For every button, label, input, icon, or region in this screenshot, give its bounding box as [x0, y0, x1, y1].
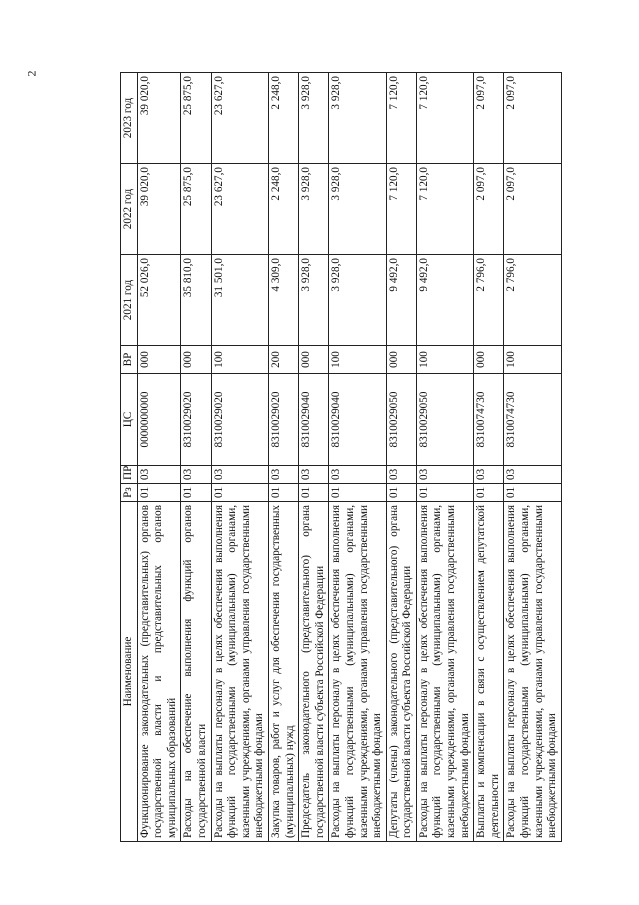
cell-vr: 000	[137, 346, 181, 374]
cell-rz: 01	[137, 484, 181, 502]
cell-2021: 9 492,0	[386, 255, 416, 346]
rotated-page-content	[120, 72, 560, 842]
page-number: 2	[24, 70, 39, 77]
cell-pr: 03	[299, 466, 329, 484]
cell-vr: 000	[474, 346, 504, 374]
cell-2021: 9 492,0	[416, 255, 473, 346]
cell-2023: 7 120,0	[386, 73, 416, 164]
header-2021: 2021 год	[121, 255, 138, 346]
cell-vr: 100	[504, 346, 561, 374]
cell-pr: 03	[386, 466, 416, 484]
cell-name: Расходы на обеспечение выполнения функций органов государственной власти	[181, 502, 211, 842]
cell-cs: 8310029040	[299, 374, 329, 466]
cell-2021: 2 796,0	[474, 255, 504, 346]
header-rz: Рз	[121, 484, 138, 502]
cell-2021: 35 810,0	[181, 255, 211, 346]
cell-2023: 3 928,0	[329, 73, 386, 164]
cell-2021: 52 026,0	[137, 255, 181, 346]
cell-pr: 03	[211, 466, 268, 484]
header-name: Наименование	[121, 502, 138, 842]
cell-name: Расходы на выплаты персоналу в целях обеспечения выполнения функций государственными (муниципальными) органами, казенными учреждениями, органами управления государственными внебюджетными фондами	[329, 502, 386, 842]
cell-vr: 200	[268, 346, 298, 374]
cell-2023: 2 097,0	[474, 73, 504, 164]
cell-rz: 01	[329, 484, 386, 502]
cell-cs: 8310029020	[268, 374, 298, 466]
header-vr: ВР	[121, 346, 138, 374]
cell-2022: 2 248,0	[268, 164, 298, 255]
cell-2022: 25 875,0	[181, 164, 211, 255]
cell-pr: 03	[137, 466, 181, 484]
cell-2023: 25 875,0	[181, 73, 211, 164]
cell-name: Функционирование законодательных (представительных) органов государственной власти и представительных органов муниципальных образований	[137, 502, 181, 842]
cell-2021: 3 928,0	[329, 255, 386, 346]
cell-name: Выплаты и компенсации в связи с осуществлением депутатской деятельности	[474, 502, 504, 842]
table-row	[416, 73, 473, 842]
cell-2023: 23 627,0	[211, 73, 268, 164]
table-row	[181, 73, 211, 842]
cell-vr: 100	[329, 346, 386, 374]
cell-rz: 01	[299, 484, 329, 502]
cell-name: Расходы на выплаты персоналу в целях обеспечения выполнения функций государственными (муниципальными) органами, казенными учреждениями, органами управления государственными внебюджетными фондами	[211, 502, 268, 842]
cell-2021: 4 309,0	[268, 255, 298, 346]
cell-name: Расходы на выплаты персоналу в целях обеспечения выполнения функций государственными (муниципальными) органами, казенными учреждениями, органами управления государственными внебюджетными фондами	[416, 502, 473, 842]
cell-2021: 3 928,0	[299, 255, 329, 346]
cell-cs: 8310029040	[329, 374, 386, 466]
cell-name: Депутаты (члены) законодательного (представительного) органа государственной власти субъекта Российской Федерации	[386, 502, 416, 842]
cell-2022: 3 928,0	[299, 164, 329, 255]
cell-2022: 2 097,0	[504, 164, 561, 255]
cell-name: Закупка товаров, работ и услуг для обеспечения государственных (муниципальных) нужд	[268, 502, 298, 842]
cell-vr: 100	[211, 346, 268, 374]
cell-cs: 8310029020	[211, 374, 268, 466]
cell-cs: 8310074730	[504, 374, 561, 466]
cell-vr: 000	[299, 346, 329, 374]
cell-cs: 8310029020	[181, 374, 211, 466]
cell-rz: 01	[211, 484, 268, 502]
cell-vr: 100	[416, 346, 473, 374]
header-cs: ЦС	[121, 374, 138, 466]
table-row	[474, 73, 504, 842]
cell-pr: 03	[474, 466, 504, 484]
cell-pr: 03	[416, 466, 473, 484]
table-body	[137, 73, 561, 842]
table-row	[268, 73, 298, 842]
header-2022: 2022 год	[121, 164, 138, 255]
cell-2021: 2 796,0	[504, 255, 561, 346]
cell-rz: 01	[386, 484, 416, 502]
cell-name: Расходы на выплаты персоналу в целях обеспечения выполнения функций государственными (муниципальными) органами, казенными учреждениями, органами управления государственными внебюджетными фондами	[504, 502, 561, 842]
cell-cs: 8310029050	[416, 374, 473, 466]
cell-rz: 01	[474, 484, 504, 502]
cell-2023: 39 020,0	[137, 73, 181, 164]
table-row	[329, 73, 386, 842]
cell-2022: 2 097,0	[474, 164, 504, 255]
cell-cs: 0000000000	[137, 374, 181, 466]
cell-2022: 3 928,0	[329, 164, 386, 255]
table-header	[121, 73, 138, 842]
cell-2023: 3 928,0	[299, 73, 329, 164]
table-row	[211, 73, 268, 842]
cell-pr: 03	[181, 466, 211, 484]
table-row	[386, 73, 416, 842]
header-row	[121, 73, 138, 842]
cell-rz: 01	[504, 484, 561, 502]
cell-cs: 8310074730	[474, 374, 504, 466]
cell-cs: 8310029050	[386, 374, 416, 466]
cell-name: Председатель законодательного (представительного) органа государственной власти субъекта Российской Федерации	[299, 502, 329, 842]
cell-2022: 7 120,0	[416, 164, 473, 255]
table-row	[299, 73, 329, 842]
cell-2021: 31 501,0	[211, 255, 268, 346]
cell-2022: 7 120,0	[386, 164, 416, 255]
header-pr: ПР	[121, 466, 138, 484]
cell-2022: 39 020,0	[137, 164, 181, 255]
header-2023: 2023 год	[121, 73, 138, 164]
cell-rz: 01	[181, 484, 211, 502]
table-row	[504, 73, 561, 842]
cell-pr: 03	[268, 466, 298, 484]
cell-vr: 000	[386, 346, 416, 374]
cell-2023: 7 120,0	[416, 73, 473, 164]
cell-2023: 2 248,0	[268, 73, 298, 164]
cell-vr: 000	[181, 346, 211, 374]
cell-2023: 2 097,0	[504, 73, 561, 164]
cell-pr: 03	[329, 466, 386, 484]
cell-rz: 01	[268, 484, 298, 502]
cell-rz: 01	[416, 484, 473, 502]
budget-table	[120, 72, 562, 842]
table-row	[137, 73, 181, 842]
cell-2022: 23 627,0	[211, 164, 268, 255]
cell-pr: 03	[504, 466, 561, 484]
